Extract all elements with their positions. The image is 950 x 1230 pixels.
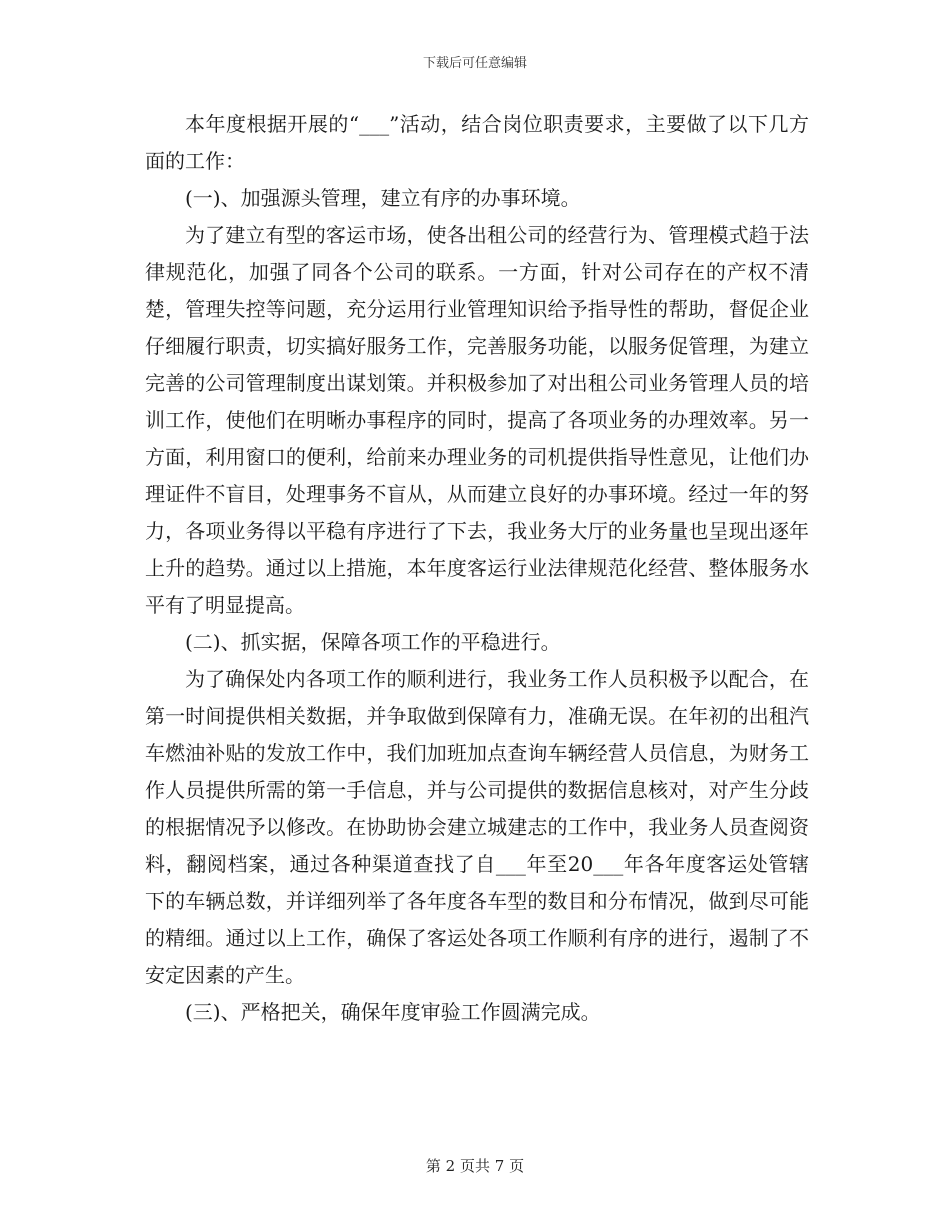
section-body-1: 为了建立有型的客运市场，使各出租公司的经营行为、管理模式趋于法律规范化，加强了同各个公司的联系。一方面，针对公司存在的产权不清楚，管理失控等问题，充分运用行业管理知识给予指导性的帮助，督促企业仔细履行职责，切实搞好服务工作，完善服务功能，以服务促管理，为建立完善的公司管理制度出谋划策。并积极参加了对出租公司业务管理人员的培训工作，使他们在明晰办事程序的同时，提高了各项业务的办理效率。另一方面，利用窗口的便利，给前来办理业务的司机提供指导性意见，让他们办理证件不盲目，处理事务不盲从，从而建立良好的办事环境。经过一年的努力，各项业务得以平稳有序进行了下去，我业务大厅的业务量也呈现出逐年上升的趋势。通过以上措施，本年度客运行业法律规范化经营、整体服务水平有了明显提高。 xyxy=(145,223,809,617)
section-heading-3: (三)、严格把关，确保年度审验工作圆满完成。 xyxy=(185,1000,601,1024)
download-note: 下载后可任意编辑 xyxy=(422,56,527,71)
page-number: 第 2 页共 7 页 xyxy=(425,1157,525,1175)
intro-paragraph: 本年度根据开展的“___”活动，结合岗位职责要求，主要做了以下几方面的工作： xyxy=(145,112,809,173)
document-body xyxy=(145,106,809,1031)
section-heading-2: (二)、抓实据，保障各项工作的平稳进行。 xyxy=(185,630,561,654)
section-heading-1: (一)、加强源头管理，建立有序的办事环境。 xyxy=(185,186,581,210)
section-body-2: 为了确保处内各项工作的顺利进行，我业务工作人员积极予以配合，在第一时间提供相关数据，并争取做到保障有力，准确无误。在年初的出租汽车燃油补贴的发放工作中，我们加班加点查询车辆经营人员信息，为财务工作人员提供所需的第一手信息，并与公司提供的数据信息核对，对产生分歧的根据情况予以修改。在协助协会建立城建志的工作中，我业务人员查阅资料，翻阅档案，通过各种渠道查找了自___年至20___年各年度客运处管辖下的车辆总数，并详细列举了各年度各车型的数目和分布情况，做到尽可能的精细。通过以上工作，确保了客运处各项工作顺利有序的进行，遏制了不安定因素的产生。 xyxy=(145,667,809,987)
